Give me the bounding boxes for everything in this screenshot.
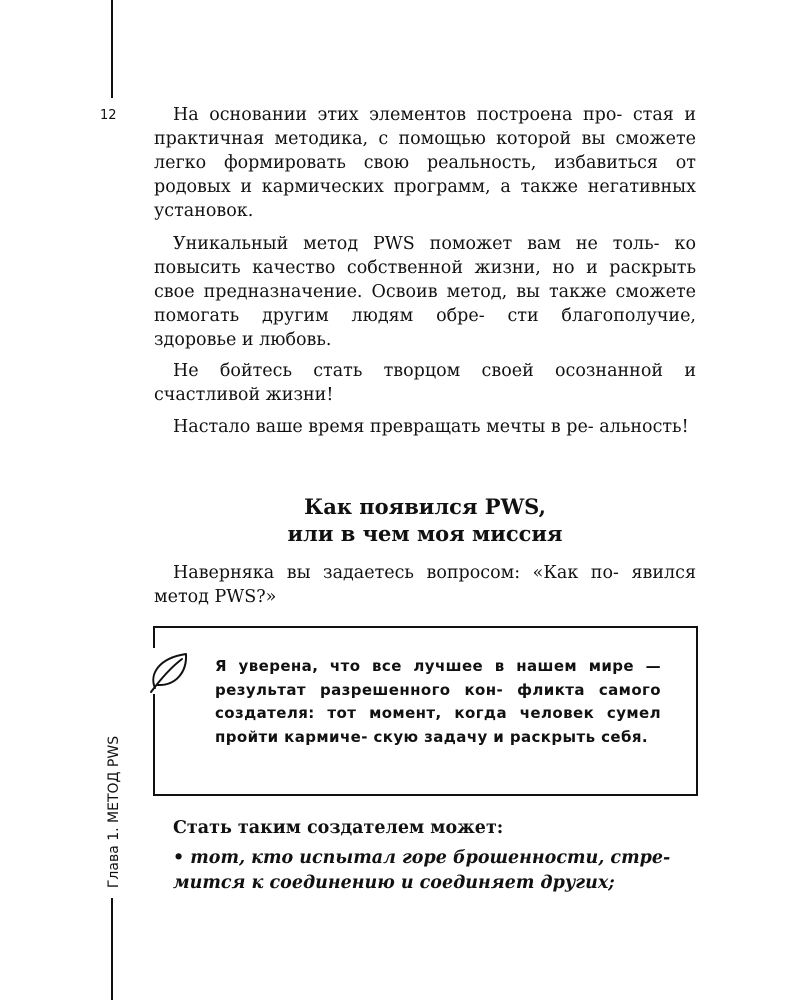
section-heading-line-1: Как появился PWS, <box>304 494 546 519</box>
running-head: Глава 1. МЕТОД PWS <box>106 735 122 889</box>
bullet-marker: • <box>173 848 185 868</box>
intro-paragraph: Наверняка вы задаетесь вопросом: «Как по- явился метод PWS?» <box>154 563 696 607</box>
paragraph-2: Уникальный метод PWS поможет вам не толь- ко повысить качество собственной жизни, но и раскрыть свое предназначение. Освоив метод, вы также сможете помогать другим людям обре- сти благополучие, здоровье и любовь. <box>154 234 696 350</box>
margin-rule-bottom <box>111 898 113 1000</box>
page-number: 12 <box>100 108 117 123</box>
paragraph-1: На основании этих элементов построена про- стая и практичная методика, с помощью которой вы сможете легко формировать свою реальность, избавиться от родовых и кармических программ, а также негативных установок. <box>154 105 696 221</box>
section-heading <box>154 493 696 547</box>
paragraph-3: Не бойтесь стать творцом своей осознанной и счастливой жизни! <box>154 361 696 405</box>
margin-rule-top <box>111 0 113 98</box>
list-lead: Стать таким создателем может: <box>173 818 504 838</box>
paragraph-4: Настало ваше время превращать мечты в ре- альность! <box>173 417 689 437</box>
section-heading-line-2: или в чем моя миссия <box>287 521 563 546</box>
list-item: • тот, кто испытал горе брошенности, стре- мится к соединению и соединяет других; <box>173 848 671 893</box>
quote-text: Я уверена, что все лучшее в нашем мире — результат разрешенного кон- фликта самого создателя: тот момент, когда человек сумел пройти кармиче- скую задачу и раскрыть себя. <box>215 657 662 746</box>
leaf-icon <box>146 648 192 694</box>
